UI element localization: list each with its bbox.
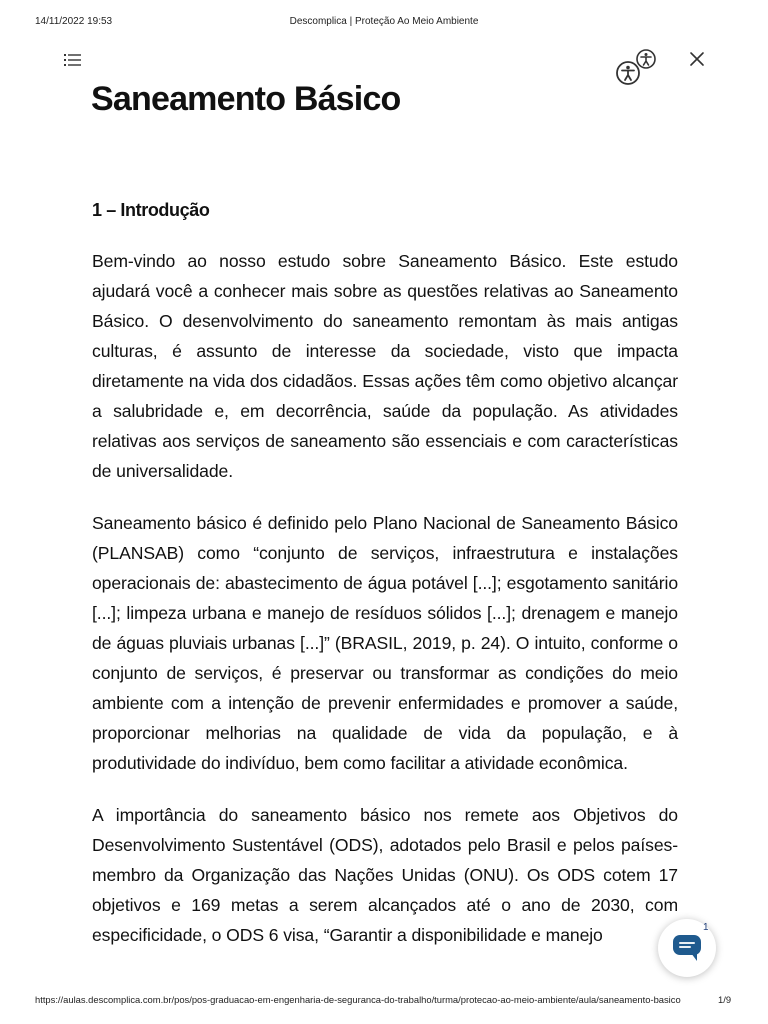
paragraph-intro: Bem-vindo ao nosso estudo sobre Saneamento Básico. Este estudo ajudará você a conhecer mais sobre as questões relativas ao Saneamento Básico. O desenvolvimento do saneamento remontam às mais antigas culturas, é assunto de interesse da sociedade, visto que impacta diretamente na vida dos cidadãos. Essas ações têm como objetivo alcançar a salubridade e, em decorrência, saúde da população. As atividades relativas aos serviços de saneamento são essenciais e com características de universalidade. — [92, 251, 678, 481]
page-number: 1/9 — [718, 994, 732, 1005]
close-icon[interactable] — [688, 50, 706, 68]
print-footer — [0, 994, 768, 1008]
print-date: 14/11/2022 19:53 — [35, 16, 113, 27]
chat-notification-badge: 1 — [703, 922, 709, 933]
page-title: Saneamento Básico — [91, 80, 401, 118]
paragraph-ods: A importância do saneamento básico nos remete aos Objetivos do Desenvolvimento Sustentável (ODS), adotados pelo Brasil e pelos países-membro da Organização das Nações Unidas (ONU). Os ODS cotem 17 objetivos e 169 metas a serem alcançados até o ano de 2030, com especificidade, o ODS 6 visa, “Garantir a disponibilidade e manejo — [92, 805, 678, 945]
article-content — [92, 196, 678, 972]
list-menu-icon[interactable] — [62, 51, 84, 69]
section-heading: 1 – Introdução — [92, 200, 210, 220]
accessibility-icon[interactable] — [615, 60, 641, 86]
page-url[interactable]: https://aulas.descomplica.com.br/pos/pos-graduacao-em-engenharia-de-seguranca-do-trabalho/turma/protecao-ao-meio-ambiente/aula/saneamento-basico — [35, 994, 681, 1005]
paragraph-definition: Saneamento básico é definido pelo Plano Nacional de Saneamento Básico (PLANSAB) como “conjunto de serviços, infraestrutura e instalações operacionais de: abastecimento de água potável [...]; esgotamento sanitário [...]; limpeza urbana e manejo de resíduos sólidos [...]; drenagem e manejo de águas pluviais urbanas [...]” (BRASIL, 2019, p. 24). O intuito, conforme o conjunto de serviços, é preservar ou transformar as condições do meio ambiente com a intenção de prevenir enfermidades e promover a saúde, proporcionar melhorias na qualidade de vida da população, e à produtividade do indivíduo, bem como facilitar a atividade econômica. — [92, 513, 678, 773]
print-page-title: Descomplica | Proteção Ao Meio Ambiente — [289, 16, 479, 27]
print-header — [0, 16, 768, 30]
chat-bubble-icon — [671, 933, 703, 963]
